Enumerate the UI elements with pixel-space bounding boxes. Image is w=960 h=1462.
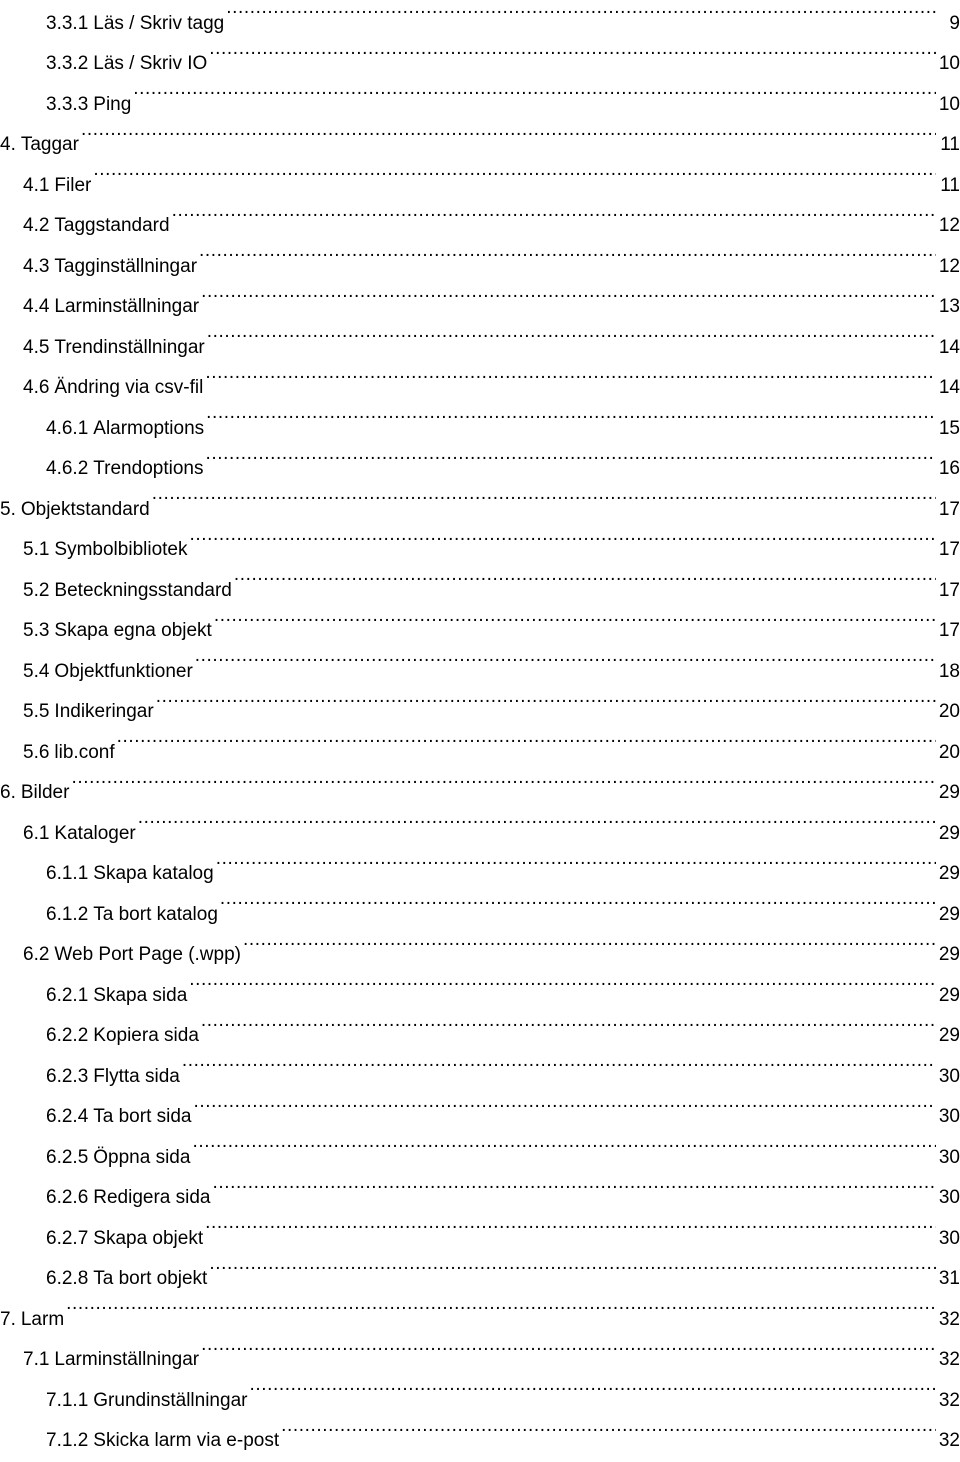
toc-entry-title bbox=[46, 976, 187, 1017]
toc-entry-page-number: 17 bbox=[938, 579, 960, 601]
toc-entry-number: 4.4 bbox=[23, 296, 50, 317]
toc-entry-text: Larm bbox=[20, 1308, 65, 1330]
toc-entry-title bbox=[46, 1138, 190, 1179]
toc-entry-number: 4.6.2 bbox=[46, 458, 89, 479]
toc-entry-text: Skapa egna objekt bbox=[54, 620, 212, 641]
toc-entry-page-number: 30 bbox=[938, 1065, 960, 1087]
toc-entry-text: Ta bort katalog bbox=[93, 903, 218, 925]
toc-entry-number: 3.3.2 bbox=[46, 53, 89, 74]
toc-entry-title bbox=[23, 368, 203, 409]
toc-entry-text: Indikeringar bbox=[54, 701, 154, 722]
toc-entry-number: 4.1 bbox=[23, 174, 50, 196]
toc-entry-number: 6.2.4 bbox=[46, 1106, 89, 1127]
toc-entry-title bbox=[23, 206, 170, 247]
dot-leader bbox=[190, 515, 937, 556]
toc-entry[interactable] bbox=[0, 191, 960, 236]
toc-entry-title bbox=[23, 166, 91, 207]
toc-entry-title bbox=[46, 1097, 192, 1138]
toc-entry-text: Objektstandard bbox=[20, 498, 150, 520]
toc-entry-number: 7. bbox=[0, 1308, 16, 1330]
toc-entry-text: Redigera sida bbox=[93, 1187, 211, 1208]
toc-entry-text: Öppna sida bbox=[93, 1146, 191, 1168]
toc-entry-page-number: 32 bbox=[938, 1349, 960, 1370]
toc-entry-text: Larminställningar bbox=[54, 1349, 200, 1370]
toc-entry-number: 6.2.1 bbox=[46, 984, 89, 1006]
dot-leader bbox=[234, 555, 936, 596]
toc-entry-title bbox=[0, 1300, 64, 1341]
dot-leader bbox=[209, 1244, 936, 1285]
toc-entry-page-number: 29 bbox=[938, 903, 960, 925]
toc-entry-text: Filer bbox=[54, 174, 92, 196]
toc-entry-number: 6.2 bbox=[23, 944, 50, 965]
toc-entry[interactable] bbox=[0, 717, 960, 763]
toc-entry-text: Symbolbibliotek bbox=[54, 539, 188, 560]
dot-leader bbox=[194, 1082, 937, 1123]
toc-entry-page-number: 10 bbox=[938, 93, 960, 115]
dot-leader bbox=[152, 474, 936, 515]
toc-entry[interactable] bbox=[0, 798, 960, 844]
toc-entry-text: Bilder bbox=[20, 782, 70, 803]
toc-entry-page-number: 32 bbox=[938, 1430, 960, 1451]
toc-entry-title bbox=[46, 1057, 180, 1098]
dot-leader bbox=[201, 1001, 936, 1042]
dot-leader bbox=[205, 434, 936, 475]
toc-entry-title bbox=[23, 814, 136, 855]
toc-entry-text: Flytta sida bbox=[93, 1065, 180, 1087]
toc-entry[interactable] bbox=[0, 0, 960, 34]
toc-entry-text: Läs / Skriv IO bbox=[93, 53, 208, 74]
dot-leader bbox=[213, 1163, 936, 1204]
toc-entry-title bbox=[46, 895, 218, 936]
toc-entry-page-number: 20 bbox=[938, 701, 960, 722]
toc-entry-page-number: 30 bbox=[938, 1227, 960, 1249]
toc-entry-page-number: 14 bbox=[938, 336, 960, 358]
dot-leader bbox=[172, 191, 936, 232]
dot-leader bbox=[201, 1325, 936, 1366]
toc-entry-text: Skapa katalog bbox=[93, 863, 214, 884]
toc-entry-page-number: 13 bbox=[938, 296, 960, 317]
toc-entry-number: 5.3 bbox=[23, 620, 50, 641]
dot-leader bbox=[195, 636, 936, 677]
dot-leader bbox=[189, 960, 936, 1001]
toc-entry-text: Kataloger bbox=[54, 822, 136, 844]
toc-entry-page-number: 10 bbox=[938, 53, 960, 74]
toc-entry-text: lib.conf bbox=[54, 741, 115, 763]
toc-entry-title bbox=[46, 1421, 279, 1462]
toc-entry-page-number: 30 bbox=[938, 1106, 960, 1127]
toc-entry-number: 6.1.2 bbox=[46, 903, 89, 925]
dot-leader bbox=[207, 312, 936, 353]
dot-leader bbox=[206, 393, 936, 434]
dot-leader bbox=[192, 1122, 936, 1163]
toc-entry-number: 6.2.3 bbox=[46, 1065, 89, 1087]
toc-entry-number: 6.2.2 bbox=[46, 1025, 89, 1046]
dot-leader bbox=[201, 272, 936, 313]
toc-entry-page-number: 29 bbox=[938, 1025, 960, 1046]
toc-entry-title bbox=[23, 1340, 199, 1381]
dot-leader bbox=[138, 798, 936, 839]
toc-entry-text: Trendoptions bbox=[93, 458, 204, 479]
toc-entry[interactable] bbox=[0, 150, 960, 196]
toc-entry-page-number: 14 bbox=[938, 377, 960, 398]
dot-leader bbox=[133, 69, 936, 110]
toc-entry-page-number: 20 bbox=[938, 741, 960, 763]
dot-leader bbox=[220, 879, 936, 920]
toc-entry-number: 4.6.1 bbox=[46, 417, 89, 439]
dot-leader bbox=[205, 353, 936, 394]
toc-entry-page-number: 29 bbox=[938, 822, 960, 844]
toc-entry-text: Beteckningsstandard bbox=[54, 579, 232, 601]
toc-entry-title bbox=[46, 1016, 199, 1057]
toc-entry[interactable] bbox=[0, 69, 960, 115]
dot-leader bbox=[66, 1284, 936, 1325]
toc-entry-page-number: 11 bbox=[940, 174, 960, 196]
toc-entry[interactable] bbox=[0, 839, 960, 884]
toc-entry-text: Taggstandard bbox=[54, 215, 170, 236]
toc-entry-text: Ta bort sida bbox=[93, 1106, 192, 1127]
toc-entry-number: 5.5 bbox=[23, 701, 50, 722]
toc-entry-text: Tagginställningar bbox=[54, 255, 198, 277]
toc-entry-title bbox=[46, 854, 214, 895]
dot-leader bbox=[216, 839, 936, 880]
dot-leader bbox=[249, 1365, 936, 1406]
toc-entry-page-number: 17 bbox=[938, 620, 960, 641]
toc-entry-number: 4.5 bbox=[23, 336, 50, 358]
toc-entry-number: 3.3.1 bbox=[46, 12, 89, 34]
toc-entry-number: 5.4 bbox=[23, 660, 50, 682]
dot-leader bbox=[81, 110, 936, 151]
toc-entry-text: Skapa sida bbox=[93, 984, 188, 1006]
toc-entry-page-number: 29 bbox=[938, 863, 960, 884]
toc-entry-number: 5.1 bbox=[23, 539, 50, 560]
toc-entry-number: 7.1.2 bbox=[46, 1430, 89, 1451]
dot-leader bbox=[182, 1041, 936, 1082]
toc-entry-page-number: 12 bbox=[938, 215, 960, 236]
toc-entry-number: 4.3 bbox=[23, 255, 50, 277]
toc-entry-number: 6.2.8 bbox=[46, 1268, 89, 1289]
toc-entry[interactable] bbox=[0, 758, 960, 803]
toc-entry-text: Läs / Skriv tagg bbox=[93, 12, 225, 34]
toc-entry-number: 3.3.3 bbox=[46, 93, 89, 115]
toc-entry-page-number: 31 bbox=[938, 1268, 960, 1289]
toc-entry-title bbox=[0, 490, 150, 531]
dot-leader bbox=[243, 920, 936, 961]
toc-entry-number: 4.6 bbox=[23, 377, 50, 398]
dot-leader bbox=[214, 596, 936, 637]
toc-entry-text: Grundinställningar bbox=[93, 1389, 248, 1411]
toc-entry-title bbox=[46, 1381, 247, 1422]
toc-entry-page-number: 30 bbox=[938, 1146, 960, 1168]
toc-entry-title bbox=[0, 773, 69, 814]
toc-entry-page-number: 15 bbox=[938, 417, 960, 439]
toc-entry-title bbox=[23, 611, 212, 652]
toc-entry-text: Objektfunktioner bbox=[54, 660, 193, 682]
toc-entry-text: Ta bort objekt bbox=[93, 1268, 208, 1289]
toc-entry-title bbox=[46, 409, 204, 450]
toc-entry-number: 6.1.1 bbox=[46, 863, 89, 884]
dot-leader bbox=[71, 758, 936, 799]
toc-entry-title bbox=[23, 247, 197, 288]
toc-entry-page-number: 29 bbox=[938, 782, 960, 803]
toc-entry-title bbox=[46, 4, 224, 45]
toc-entry-page-number: 18 bbox=[938, 660, 960, 682]
toc-entry[interactable] bbox=[0, 110, 960, 155]
toc-entry-number: 7.1.1 bbox=[46, 1389, 89, 1411]
dot-leader bbox=[199, 231, 936, 272]
dot-leader bbox=[205, 1203, 936, 1244]
toc-entry-title bbox=[0, 125, 79, 166]
dot-leader bbox=[117, 717, 936, 758]
toc-entry-text: Web Port Page (.wpp) bbox=[54, 944, 241, 965]
toc-entry-text: Ping bbox=[93, 93, 132, 115]
toc-entry-number: 4. bbox=[0, 134, 16, 155]
toc-entry-page-number: 17 bbox=[938, 498, 960, 520]
toc-entry-number: 6. bbox=[0, 782, 16, 803]
toc-entry-number: 6.2.7 bbox=[46, 1227, 89, 1249]
toc-entry-number: 4.2 bbox=[23, 215, 50, 236]
toc-entry-page-number: 29 bbox=[938, 944, 960, 965]
toc-entry-number: 5.6 bbox=[23, 741, 50, 763]
dot-leader bbox=[226, 0, 936, 29]
toc-entry-number: 7.1 bbox=[23, 1349, 50, 1370]
toc-entry-page-number: 11 bbox=[940, 134, 960, 155]
dot-leader bbox=[156, 677, 936, 718]
toc-entry-page-number: 30 bbox=[938, 1187, 960, 1208]
toc-entry-text: Skapa objekt bbox=[93, 1227, 204, 1249]
toc-entry-text: Larminställningar bbox=[54, 296, 200, 317]
toc-entry-page-number: 29 bbox=[938, 984, 960, 1006]
toc-entry-page-number: 32 bbox=[938, 1308, 960, 1330]
toc-entry-number: 6.2.5 bbox=[46, 1146, 89, 1168]
toc-entry-number: 6.1 bbox=[23, 822, 50, 844]
toc-entry-number: 6.2.6 bbox=[46, 1187, 89, 1208]
toc-entry-text: Taggar bbox=[20, 134, 79, 155]
toc-entry-page-number: 16 bbox=[938, 458, 960, 479]
toc-entry-title bbox=[46, 1219, 203, 1260]
dot-leader bbox=[209, 29, 936, 70]
toc-entry[interactable] bbox=[0, 1284, 960, 1330]
dot-leader bbox=[93, 150, 936, 191]
toc-entry-text: Trendinställningar bbox=[54, 336, 205, 358]
toc-entry-title bbox=[23, 530, 188, 571]
toc-entry-text: Kopiera sida bbox=[93, 1025, 199, 1046]
toc-entry[interactable] bbox=[0, 1325, 960, 1370]
toc-entry-number: 5. bbox=[0, 498, 16, 520]
toc-entry-title bbox=[23, 287, 199, 328]
toc-entry-text: Ändring via csv-fil bbox=[54, 377, 204, 398]
toc-entry-title bbox=[46, 1178, 211, 1219]
toc-entry-text: Skicka larm via e-post bbox=[93, 1430, 280, 1451]
toc-entry-page-number: 32 bbox=[938, 1389, 960, 1411]
toc-entry-page-number: 12 bbox=[938, 255, 960, 277]
toc-entry-page-number: 17 bbox=[938, 539, 960, 560]
toc-entry-page-number: 9 bbox=[949, 12, 960, 34]
toc-entry-title bbox=[23, 328, 205, 369]
toc-entry-number: 5.2 bbox=[23, 579, 50, 601]
toc-entry-title bbox=[23, 571, 232, 612]
toc-entry-text: Alarmoptions bbox=[93, 417, 205, 439]
